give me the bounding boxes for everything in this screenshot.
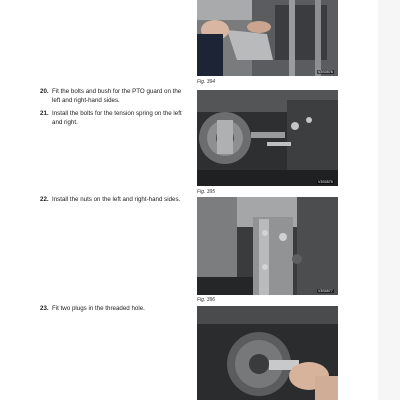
figure-395-photo (197, 90, 338, 186)
figure-396-caption: Fig. 396 (197, 297, 216, 303)
step-20 (40, 88, 188, 105)
step-number: 20. (40, 88, 49, 95)
step-number: 23. (40, 305, 49, 312)
step-text: Fit the bolts and bush for the PTO guard on the left and right-hand sides. (52, 88, 182, 104)
step-text: Install the nuts on the left and right-hand sides. (52, 196, 181, 203)
step-number: 21. (40, 110, 49, 117)
figure-394-code: V3S0576 (318, 70, 333, 74)
step-22 (40, 196, 188, 205)
figure-394-caption: Fig. 394 (197, 79, 216, 85)
step-21 (40, 110, 188, 127)
step-23 (40, 305, 188, 314)
page-edge (378, 0, 400, 400)
step-text: Fit two plugs in the threaded hole. (52, 305, 145, 312)
figure-396-photo (197, 197, 338, 295)
figure-394-photo (197, 0, 338, 76)
figure-395-code: V3S0575 (318, 180, 333, 184)
step-number: 22. (40, 196, 49, 203)
figure-397-photo (197, 306, 338, 400)
figure-395-caption: Fig. 395 (197, 189, 216, 195)
figure-396-code: V3S0577 (318, 289, 333, 293)
step-text: Install the bolts for the tension spring on the left and right. (52, 110, 182, 126)
